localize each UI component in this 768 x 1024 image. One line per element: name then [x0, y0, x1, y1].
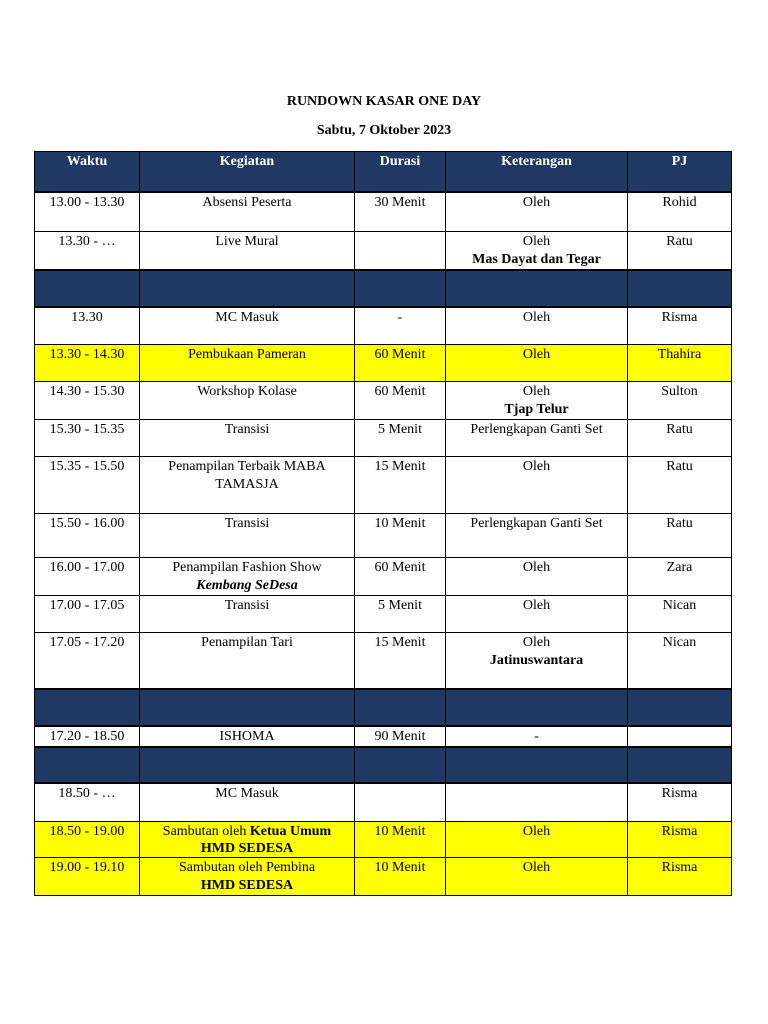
table-row — [35, 783, 732, 821]
divider-cell — [446, 270, 628, 307]
cell-pj: Risma — [628, 783, 732, 821]
divider-cell — [355, 689, 446, 726]
document-date: Sabtu, 7 Oktober 2023 — [316, 123, 452, 138]
divider-cell — [140, 747, 355, 783]
cell-kegiatan: Penampilan Tari — [140, 632, 355, 689]
cell-keterangan — [446, 783, 628, 821]
cell-pj: Ratu — [628, 232, 732, 271]
cell-waktu: 17.00 - 17.05 — [35, 595, 140, 632]
cell-kegiatan: Workshop Kolase — [140, 381, 355, 419]
cell-pj — [628, 726, 732, 747]
cell-kegiatan: Live Mural — [140, 232, 355, 271]
divider-cell — [355, 747, 446, 783]
cell-waktu: 15.50 - 16.00 — [35, 513, 140, 557]
cell-kegiatan: Transisi — [140, 419, 355, 456]
divider-cell — [628, 689, 732, 726]
table-row-highlighted — [35, 857, 732, 895]
cell-waktu: 18.50 - 19.00 — [35, 821, 140, 857]
cell-kegiatan: MC Masuk — [140, 783, 355, 821]
kegiatan-performer: Kembang SeDesa — [196, 577, 298, 593]
divider-cell — [35, 689, 140, 726]
cell-durasi: 5 Menit — [355, 595, 446, 632]
cell-kegiatan: Pembukaan Pameran — [140, 344, 355, 381]
divider-cell — [140, 689, 355, 726]
table-header-row — [35, 152, 732, 192]
keterangan-performer: Jatinuswantara — [489, 652, 584, 668]
cell-pj: Risma — [628, 307, 732, 344]
cell-durasi: 15 Menit — [355, 632, 446, 689]
cell-durasi: 10 Menit — [355, 821, 446, 857]
cell-waktu: 14.30 - 15.30 — [35, 381, 140, 419]
column-header-keterangan: Keterangan — [446, 152, 628, 192]
divider-cell — [446, 689, 628, 726]
cell-pj: Risma — [628, 821, 732, 857]
cell-keterangan: Oleh — [446, 557, 628, 595]
divider-cell — [35, 747, 140, 783]
cell-keterangan: Perlengkapan Ganti Set — [446, 419, 628, 456]
cell-kegiatan: MC Masuk — [140, 307, 355, 344]
cell-durasi — [355, 783, 446, 821]
column-header-durasi: Durasi — [355, 152, 446, 192]
cell-waktu: 17.05 - 17.20 — [35, 632, 140, 689]
divider-cell — [355, 270, 446, 307]
kegiatan-speaker: Ketua Umum HMD SEDESA — [200, 823, 332, 856]
table-row — [35, 192, 732, 232]
cell-durasi: - — [355, 307, 446, 344]
cell-keterangan: - — [446, 726, 628, 747]
cell-pj: Thahira — [628, 344, 732, 381]
cell-durasi — [355, 232, 446, 271]
cell-durasi: 10 Menit — [355, 513, 446, 557]
cell-keterangan: Oleh — [446, 821, 628, 857]
cell-durasi: 30 Menit — [355, 192, 446, 232]
column-header-waktu: Waktu — [35, 152, 140, 192]
cell-pj: Sulton — [628, 381, 732, 419]
cell-keterangan: Oleh — [446, 595, 628, 632]
cell-keterangan: Oleh — [446, 344, 628, 381]
cell-waktu: 15.30 - 15.35 — [35, 419, 140, 456]
cell-keterangan: Oleh — [446, 307, 628, 344]
cell-keterangan: Oleh — [446, 456, 628, 513]
divider-cell — [446, 747, 628, 783]
cell-waktu: 19.00 - 19.10 — [35, 857, 140, 895]
cell-durasi: 90 Menit — [355, 726, 446, 747]
column-header-pj: PJ — [628, 152, 732, 192]
cell-waktu: 13.30 — [35, 307, 140, 344]
keterangan-performer: Mas Dayat dan Tegar — [472, 252, 601, 267]
table-row — [35, 632, 732, 689]
cell-durasi: 60 Menit — [355, 344, 446, 381]
cell-keterangan: Oleh — [446, 192, 628, 232]
cell-keterangan: Oleh — [446, 857, 628, 895]
table-row — [35, 595, 732, 632]
section-divider-row — [35, 689, 732, 726]
section-divider-row — [35, 270, 732, 307]
divider-cell — [140, 270, 355, 307]
cell-pj: Rohid — [628, 192, 732, 232]
table-row — [35, 557, 732, 595]
cell-durasi: 60 Menit — [355, 557, 446, 595]
cell-pj: Nican — [628, 595, 732, 632]
cell-waktu: 15.35 - 15.50 — [35, 456, 140, 513]
cell-waktu: 18.50 - … — [35, 783, 140, 821]
keterangan-text: Oleh — [522, 383, 551, 399]
section-divider-row — [35, 747, 732, 783]
cell-waktu: 16.00 - 17.00 — [35, 557, 140, 595]
cell-waktu: 13.00 - 13.30 — [35, 192, 140, 232]
table-row — [35, 419, 732, 456]
cell-keterangan: Perlengkapan Ganti Set — [446, 513, 628, 557]
keterangan-performer: Tjap Telur — [504, 401, 569, 417]
table-row — [35, 726, 732, 747]
cell-durasi: 15 Menit — [355, 456, 446, 513]
cell-pj: Ratu — [628, 456, 732, 513]
cell-durasi: 5 Menit — [355, 419, 446, 456]
cell-kegiatan: Absensi Peserta — [140, 192, 355, 232]
cell-pj: Nican — [628, 632, 732, 689]
kegiatan-text: Sambutan oleh Pembina — [178, 859, 316, 875]
keterangan-text: Oleh — [522, 634, 551, 650]
cell-keterangan — [446, 232, 628, 271]
table-row — [35, 381, 732, 419]
cell-keterangan — [446, 381, 628, 419]
cell-pj: Ratu — [628, 513, 732, 557]
document-title: RUNDOWN KASAR ONE DAY — [286, 94, 482, 109]
cell-kegiatan: Penampilan Terbaik MABA TAMASJA — [140, 456, 355, 513]
kegiatan-speaker: HMD SEDESA — [200, 877, 294, 893]
cell-waktu: 13.30 - 14.30 — [35, 344, 140, 381]
cell-kegiatan: ISHOMA — [140, 726, 355, 747]
column-header-kegiatan: Kegiatan — [140, 152, 355, 192]
table-row — [35, 513, 732, 557]
cell-kegiatan: Transisi — [140, 595, 355, 632]
cell-waktu: 17.20 - 18.50 — [35, 726, 140, 747]
keterangan-text: Oleh — [522, 234, 551, 249]
kegiatan-text: Sambutan oleh — [162, 823, 250, 839]
cell-kegiatan: Transisi — [140, 513, 355, 557]
cell-waktu: 13.30 - … — [35, 232, 140, 271]
cell-kegiatan — [140, 821, 355, 857]
cell-keterangan — [446, 632, 628, 689]
cell-durasi: 60 Menit — [355, 381, 446, 419]
kegiatan-text: Penampilan Fashion Show — [172, 559, 322, 575]
cell-pj: Zara — [628, 557, 732, 595]
divider-cell — [628, 270, 732, 307]
table-row-highlighted — [35, 344, 732, 381]
divider-cell — [628, 747, 732, 783]
cell-kegiatan — [140, 857, 355, 895]
cell-kegiatan — [140, 557, 355, 595]
table-row — [35, 456, 732, 513]
table-row — [35, 307, 732, 344]
divider-cell — [35, 270, 140, 307]
cell-pj: Ratu — [628, 419, 732, 456]
table-row — [35, 232, 732, 271]
rundown-table — [34, 151, 732, 896]
cell-pj: Risma — [628, 857, 732, 895]
cell-durasi: 10 Menit — [355, 857, 446, 895]
table-row-highlighted — [35, 821, 732, 857]
